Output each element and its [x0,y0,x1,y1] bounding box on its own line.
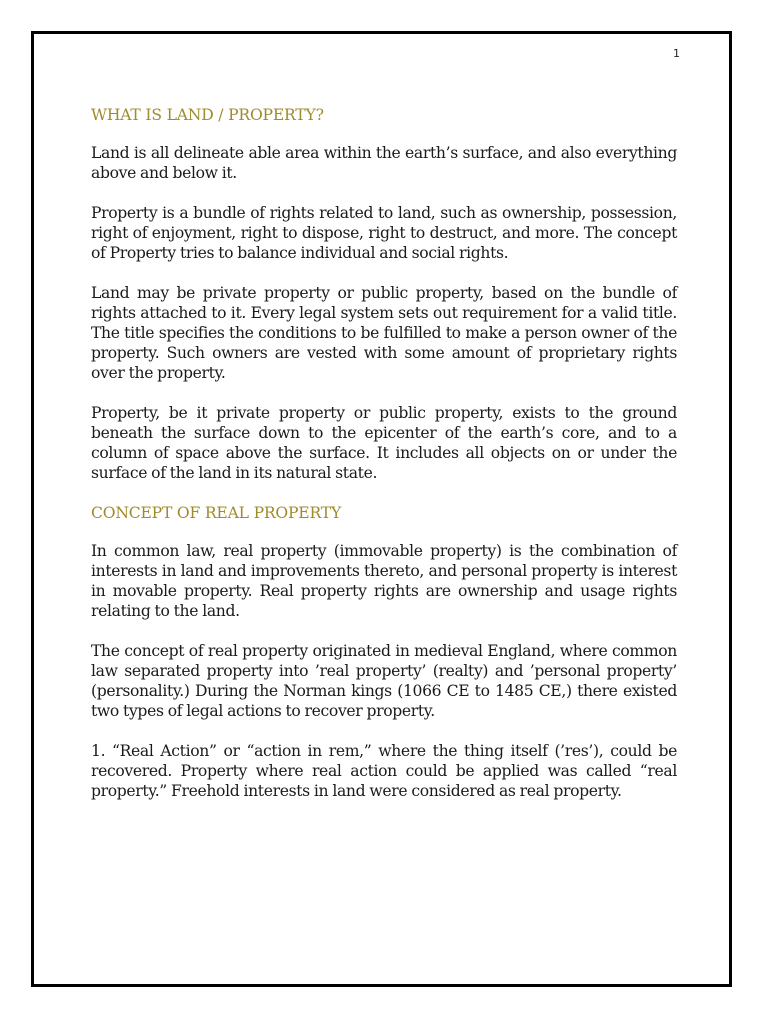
section-heading-real-property: CONCEPT OF REAL PROPERTY [91,504,342,522]
paragraph-common-law-real-property: In common law, real property (immovable property) is the combination of interests in land and improvements thereto, and personal property is interest in movable property. Real property rights are ownership and usage rights relating to the land. [91,542,677,620]
paragraph-property-definition: Property is a bundle of rights related to land, such as ownership, possession, right of enjoyment, right to dispose, right to destruct, and more. The concept of Property tries to balance individual and social rights. [91,204,677,262]
paragraph-real-action: 1. “Real Action” or “action in rem,” where the thing itself (’res’), could be recovered. Property where real action could be applied was called “real property.” Freehold interests in land were considered as real property. [91,742,677,800]
paragraph-property-extent: Property, be it private property or public property, exists to the ground beneath the surface down to the epicenter of the earth’s core, and to a column of space above the surface. It includes all objects on or under the surface of the land in its natural state. [91,404,677,482]
paragraph-land-definition: Land is all delineate able area within the earth’s surface, and also everything above and below it. [91,144,677,182]
document-body [91,105,677,801]
page-number: 1 [673,47,680,60]
paragraph-medieval-origin: The concept of real property originated in medieval England, where common law separated property into ’real property’ (realty) and ’personal property’ (personality.) During the Norman kings (1066 CE to 1485 CE,) there existed two types of legal actions to recover property. [91,642,677,720]
section-heading-land-property: WHAT IS LAND / PROPERTY? [91,106,324,124]
paragraph-private-public-property: Land may be private property or public property, based on the bundle of rights attached to it. Every legal system sets out requirement for a valid title. The title specifies the conditions to be fulfilled to make a person owner of the property. Such owners are vested with some amount of proprietary rights over the property. [91,284,677,382]
